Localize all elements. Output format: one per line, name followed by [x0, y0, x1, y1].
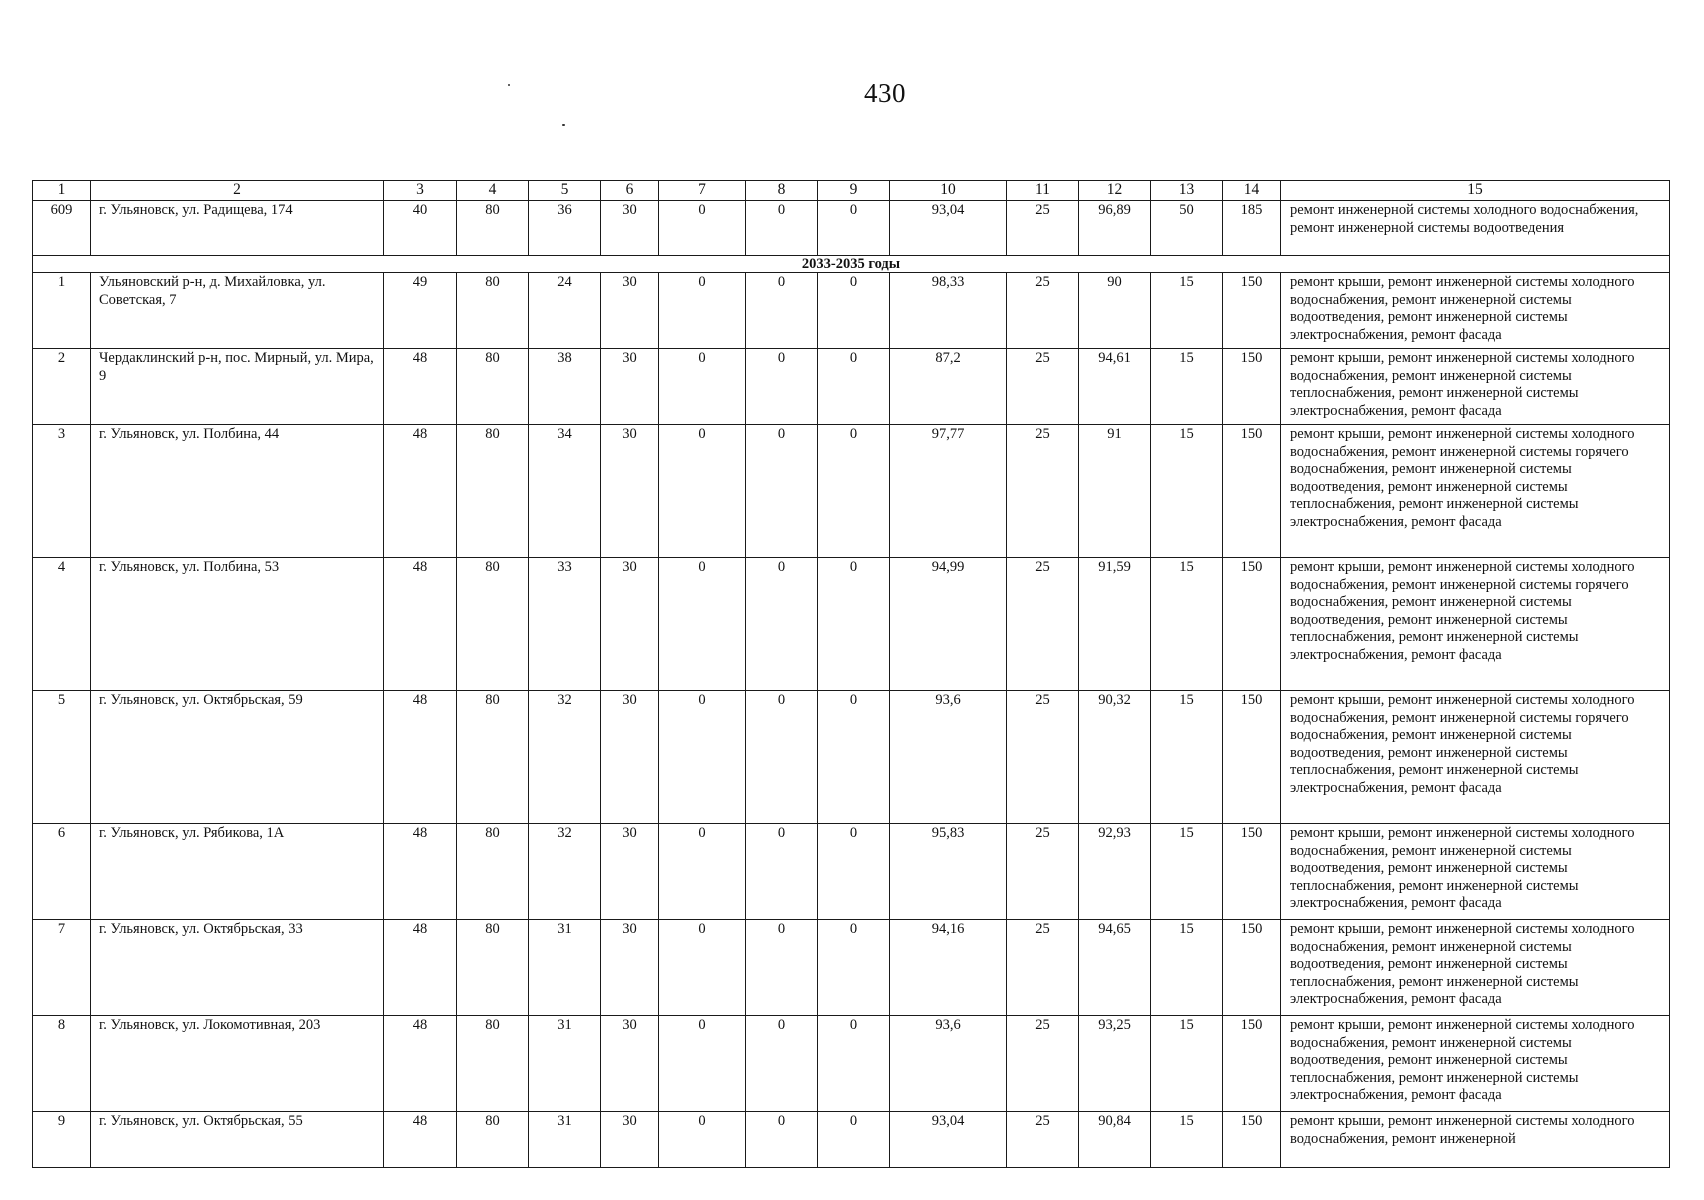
- column-number: 10: [890, 181, 1007, 201]
- address: г. Ульяновск, ул. Рябикова, 1А: [91, 824, 384, 920]
- col-5-value: 36: [529, 201, 601, 256]
- col-12-value: 94,61: [1079, 349, 1151, 425]
- col-13-value: 15: [1151, 425, 1223, 558]
- works-list: ремонт крыши, ремонт инженерной системы холодного водоснабжения, ремонт инженерной системы водоотведения, ремонт инженерной системы теплоснабжения, ремонт инженерной системы электроснабжения, ремонт фасада: [1281, 824, 1670, 920]
- col-8-value: 0: [746, 1016, 818, 1112]
- col-10-value: 93,6: [890, 1016, 1007, 1112]
- table-row: [33, 1112, 1670, 1168]
- col-12-value: 90,84: [1079, 1112, 1151, 1168]
- table-body: [33, 181, 1670, 1168]
- col-11-value: 25: [1007, 824, 1079, 920]
- col-5-value: 31: [529, 920, 601, 1016]
- col-11-value: 25: [1007, 1016, 1079, 1112]
- address: г. Ульяновск, ул. Октябрьская, 55: [91, 1112, 384, 1168]
- col-11-value: 25: [1007, 558, 1079, 691]
- col-12-value: 90: [1079, 273, 1151, 349]
- address: г. Ульяновск, ул. Радищева, 174: [91, 201, 384, 256]
- col-6-value: 30: [601, 558, 659, 691]
- col-9-value: 0: [818, 1016, 890, 1112]
- col-10-value: 87,2: [890, 349, 1007, 425]
- table-row: [33, 273, 1670, 349]
- col-5-value: 33: [529, 558, 601, 691]
- col-14-value: 150: [1223, 425, 1281, 558]
- column-number: 9: [818, 181, 890, 201]
- row-number: 5: [33, 691, 91, 824]
- column-number: 13: [1151, 181, 1223, 201]
- col-14-value: 150: [1223, 824, 1281, 920]
- col-14-value: 150: [1223, 1016, 1281, 1112]
- row-number: 8: [33, 1016, 91, 1112]
- col-6-value: 30: [601, 273, 659, 349]
- col-7-value: 0: [659, 824, 746, 920]
- col-3-value: 48: [384, 1112, 457, 1168]
- col-10-value: 93,04: [890, 201, 1007, 256]
- row-number: 7: [33, 920, 91, 1016]
- col-6-value: 30: [601, 349, 659, 425]
- col-13-value: 15: [1151, 1016, 1223, 1112]
- col-9-value: 0: [818, 349, 890, 425]
- col-5-value: 31: [529, 1112, 601, 1168]
- col-9-value: 0: [818, 273, 890, 349]
- col-4-value: 80: [457, 1112, 529, 1168]
- col-14-value: 150: [1223, 920, 1281, 1016]
- col-10-value: 94,99: [890, 558, 1007, 691]
- col-13-value: 15: [1151, 824, 1223, 920]
- col-4-value: 80: [457, 920, 529, 1016]
- address: Чердаклинский р-н, пос. Мирный, ул. Мира, 9: [91, 349, 384, 425]
- col-13-value: 50: [1151, 201, 1223, 256]
- column-number: 11: [1007, 181, 1079, 201]
- table-row: [33, 824, 1670, 920]
- col-10-value: 98,33: [890, 273, 1007, 349]
- column-number: 8: [746, 181, 818, 201]
- col-4-value: 80: [457, 349, 529, 425]
- scan-speck: [562, 124, 565, 126]
- col-11-value: 25: [1007, 920, 1079, 1016]
- col-14-value: 150: [1223, 1112, 1281, 1168]
- table-row: [33, 349, 1670, 425]
- col-4-value: 80: [457, 201, 529, 256]
- col-9-value: 0: [818, 1112, 890, 1168]
- col-9-value: 0: [818, 824, 890, 920]
- col-8-value: 0: [746, 824, 818, 920]
- works-list: ремонт крыши, ремонт инженерной системы холодного водоснабжения, ремонт инженерной: [1281, 1112, 1670, 1168]
- col-11-value: 25: [1007, 349, 1079, 425]
- works-list: ремонт крыши, ремонт инженерной системы холодного водоснабжения, ремонт инженерной системы теплоснабжения, ремонт инженерной системы электроснабжения, ремонт фасада: [1281, 349, 1670, 425]
- repair-schedule-table: [32, 180, 1670, 1168]
- col-5-value: 31: [529, 1016, 601, 1112]
- column-number: 4: [457, 181, 529, 201]
- column-number: 6: [601, 181, 659, 201]
- col-3-value: 48: [384, 349, 457, 425]
- col-7-value: 0: [659, 425, 746, 558]
- col-6-value: 30: [601, 920, 659, 1016]
- col-11-value: 25: [1007, 425, 1079, 558]
- col-4-value: 80: [457, 824, 529, 920]
- col-8-value: 0: [746, 1112, 818, 1168]
- col-12-value: 91,59: [1079, 558, 1151, 691]
- col-11-value: 25: [1007, 273, 1079, 349]
- col-8-value: 0: [746, 425, 818, 558]
- column-number: 15: [1281, 181, 1670, 201]
- col-3-value: 48: [384, 920, 457, 1016]
- col-4-value: 80: [457, 273, 529, 349]
- col-8-value: 0: [746, 691, 818, 824]
- col-7-value: 0: [659, 201, 746, 256]
- col-11-value: 25: [1007, 691, 1079, 824]
- column-number: 7: [659, 181, 746, 201]
- col-3-value: 48: [384, 425, 457, 558]
- col-5-value: 32: [529, 824, 601, 920]
- col-12-value: 93,25: [1079, 1016, 1151, 1112]
- works-list: ремонт крыши, ремонт инженерной системы холодного водоснабжения, ремонт инженерной системы горячего водоснабжения, ремонт инженерной системы водоотведения, ремонт инженерной системы теплоснабжения, ремонт инженерной системы электроснабжения, ремонт фасада: [1281, 691, 1670, 824]
- col-10-value: 94,16: [890, 920, 1007, 1016]
- column-number-row: [33, 181, 1670, 201]
- address: г. Ульяновск, ул. Полбина, 44: [91, 425, 384, 558]
- column-number: 5: [529, 181, 601, 201]
- col-8-value: 0: [746, 201, 818, 256]
- col-3-value: 48: [384, 824, 457, 920]
- row-number: 609: [33, 201, 91, 256]
- col-5-value: 32: [529, 691, 601, 824]
- col-11-value: 25: [1007, 1112, 1079, 1168]
- works-list: ремонт крыши, ремонт инженерной системы холодного водоснабжения, ремонт инженерной системы водоотведения, ремонт инженерной системы электроснабжения, ремонт фасада: [1281, 273, 1670, 349]
- column-number: 1: [33, 181, 91, 201]
- col-13-value: 15: [1151, 691, 1223, 824]
- table-row: [33, 920, 1670, 1016]
- col-9-value: 0: [818, 920, 890, 1016]
- col-4-value: 80: [457, 1016, 529, 1112]
- address: г. Ульяновск, ул. Октябрьская, 33: [91, 920, 384, 1016]
- column-number: 12: [1079, 181, 1151, 201]
- col-12-value: 96,89: [1079, 201, 1151, 256]
- address: г. Ульяновск, ул. Локомотивная, 203: [91, 1016, 384, 1112]
- table-row: [33, 425, 1670, 558]
- address: г. Ульяновск, ул. Октябрьская, 59: [91, 691, 384, 824]
- col-12-value: 94,65: [1079, 920, 1151, 1016]
- col-10-value: 93,6: [890, 691, 1007, 824]
- table-row: [33, 201, 1670, 256]
- col-3-value: 48: [384, 558, 457, 691]
- col-9-value: 0: [818, 691, 890, 824]
- table-row: [33, 691, 1670, 824]
- col-12-value: 92,93: [1079, 824, 1151, 920]
- row-number: 4: [33, 558, 91, 691]
- col-7-value: 0: [659, 273, 746, 349]
- address: Ульяновский р-н, д. Михайловка, ул. Советская, 7: [91, 273, 384, 349]
- section-title: 2033-2035 годы: [33, 256, 1670, 273]
- row-number: 1: [33, 273, 91, 349]
- col-3-value: 49: [384, 273, 457, 349]
- col-7-value: 0: [659, 691, 746, 824]
- col-9-value: 0: [818, 425, 890, 558]
- col-6-value: 30: [601, 1112, 659, 1168]
- works-list: ремонт инженерной системы холодного водоснабжения, ремонт инженерной системы водоотведения: [1281, 201, 1670, 256]
- col-9-value: 0: [818, 201, 890, 256]
- col-3-value: 40: [384, 201, 457, 256]
- col-7-value: 0: [659, 1112, 746, 1168]
- scan-speck: [508, 84, 510, 86]
- col-13-value: 15: [1151, 349, 1223, 425]
- col-14-value: 150: [1223, 273, 1281, 349]
- col-6-value: 30: [601, 201, 659, 256]
- col-4-value: 80: [457, 558, 529, 691]
- col-6-value: 30: [601, 425, 659, 558]
- col-12-value: 90,32: [1079, 691, 1151, 824]
- works-list: ремонт крыши, ремонт инженерной системы холодного водоснабжения, ремонт инженерной системы водоотведения, ремонт инженерной системы теплоснабжения, ремонт инженерной системы электроснабжения, ремонт фасада: [1281, 920, 1670, 1016]
- col-6-value: 30: [601, 691, 659, 824]
- table-row: [33, 1016, 1670, 1112]
- col-10-value: 93,04: [890, 1112, 1007, 1168]
- col-8-value: 0: [746, 920, 818, 1016]
- col-6-value: 30: [601, 1016, 659, 1112]
- col-14-value: 185: [1223, 201, 1281, 256]
- col-8-value: 0: [746, 349, 818, 425]
- column-number: 3: [384, 181, 457, 201]
- col-7-value: 0: [659, 558, 746, 691]
- address: г. Ульяновск, ул. Полбина, 53: [91, 558, 384, 691]
- row-number: 3: [33, 425, 91, 558]
- col-8-value: 0: [746, 273, 818, 349]
- col-11-value: 25: [1007, 201, 1079, 256]
- column-number: 14: [1223, 181, 1281, 201]
- col-14-value: 150: [1223, 558, 1281, 691]
- col-10-value: 95,83: [890, 824, 1007, 920]
- col-13-value: 15: [1151, 1112, 1223, 1168]
- col-14-value: 150: [1223, 691, 1281, 824]
- col-8-value: 0: [746, 558, 818, 691]
- col-13-value: 15: [1151, 273, 1223, 349]
- col-6-value: 30: [601, 824, 659, 920]
- col-9-value: 0: [818, 558, 890, 691]
- row-number: 6: [33, 824, 91, 920]
- works-list: ремонт крыши, ремонт инженерной системы холодного водоснабжения, ремонт инженерной системы горячего водоснабжения, ремонт инженерной системы водоотведения, ремонт инженерной системы теплоснабжения, ремонт инженерной системы электроснабжения, ремонт фасада: [1281, 558, 1670, 691]
- col-4-value: 80: [457, 691, 529, 824]
- col-10-value: 97,77: [890, 425, 1007, 558]
- column-number: 2: [91, 181, 384, 201]
- col-12-value: 91: [1079, 425, 1151, 558]
- col-4-value: 80: [457, 425, 529, 558]
- col-13-value: 15: [1151, 920, 1223, 1016]
- section-header-row: [33, 256, 1670, 273]
- col-5-value: 34: [529, 425, 601, 558]
- col-13-value: 15: [1151, 558, 1223, 691]
- works-list: ремонт крыши, ремонт инженерной системы холодного водоснабжения, ремонт инженерной системы горячего водоснабжения, ремонт инженерной системы водоотведения, ремонт инженерной системы теплоснабжения, ремонт инженерной системы электроснабжения, ремонт фасада: [1281, 425, 1670, 558]
- col-7-value: 0: [659, 920, 746, 1016]
- col-5-value: 38: [529, 349, 601, 425]
- col-14-value: 150: [1223, 349, 1281, 425]
- col-7-value: 0: [659, 349, 746, 425]
- page-number: 430: [864, 78, 906, 108]
- row-number: 2: [33, 349, 91, 425]
- col-3-value: 48: [384, 1016, 457, 1112]
- col-7-value: 0: [659, 1016, 746, 1112]
- col-3-value: 48: [384, 691, 457, 824]
- table-row: [33, 558, 1670, 691]
- row-number: 9: [33, 1112, 91, 1168]
- works-list: ремонт крыши, ремонт инженерной системы холодного водоснабжения, ремонт инженерной системы водоотведения, ремонт инженерной системы теплоснабжения, ремонт инженерной системы электроснабжения, ремонт фасада: [1281, 1016, 1670, 1112]
- col-5-value: 24: [529, 273, 601, 349]
